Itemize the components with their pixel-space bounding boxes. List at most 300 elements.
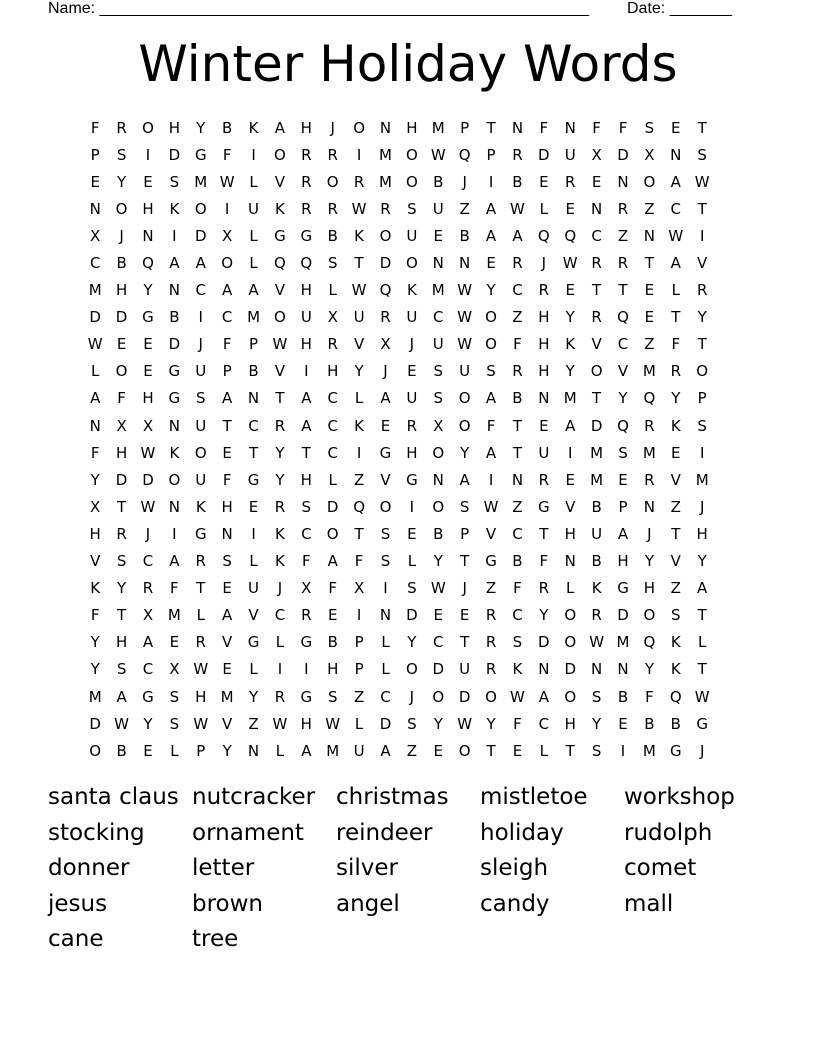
grid-letter: M <box>642 443 656 462</box>
grid-letter: E <box>671 443 681 462</box>
grid-letter: B <box>116 254 127 273</box>
grid-letter: T <box>512 416 523 435</box>
grid-letter: R <box>142 579 154 598</box>
grid-letter: J <box>145 524 151 543</box>
grid-letter: S <box>697 416 707 435</box>
grid-letter: F <box>222 145 232 164</box>
grid-letter: M <box>379 145 392 164</box>
grid-letter: W <box>351 199 367 218</box>
grid-letter: J <box>462 579 467 598</box>
grid-letter: I <box>409 497 415 516</box>
grid-letter: A <box>90 389 101 408</box>
grid-letter: N <box>670 145 682 164</box>
grid-letter: X <box>353 579 365 598</box>
grid-letter: Q <box>300 254 313 273</box>
grid-letter: C <box>512 606 523 625</box>
grid-letter: N <box>89 199 101 218</box>
grid-letter: W <box>325 714 341 733</box>
grid-letter: W <box>694 172 710 191</box>
grid-letter: K <box>169 443 180 462</box>
word-bank-item: brown <box>192 890 264 917</box>
grid-letter: O <box>353 118 365 137</box>
grid-letter: G <box>194 145 207 164</box>
grid-letter: N <box>591 199 603 218</box>
grid-letter: O <box>274 145 286 164</box>
grid-letter: F <box>222 470 232 489</box>
grid-row <box>82 656 742 683</box>
grid-letter: H <box>406 443 418 462</box>
grid-letter: T <box>697 335 707 354</box>
grid-letter: H <box>696 524 708 543</box>
grid-letter: N <box>643 497 656 516</box>
grid-letter: S <box>512 633 523 652</box>
grid-letter: E <box>512 741 523 760</box>
grid-letter: F <box>222 335 232 354</box>
grid-letter: D <box>115 308 128 327</box>
grid-letter: E <box>433 606 444 625</box>
grid-letter: D <box>564 660 576 679</box>
grid-letter: X <box>116 416 127 435</box>
grid-letter: I <box>356 145 362 164</box>
grid-row <box>82 439 742 466</box>
grid-letter: F <box>539 118 549 137</box>
grid-letter: N <box>168 497 180 516</box>
grid-letter: U <box>195 362 207 381</box>
grid-letter: O <box>458 416 471 435</box>
grid-row <box>82 683 742 710</box>
grid-letter: C <box>327 416 338 435</box>
date-field-label: Date: _______ <box>627 0 732 17</box>
grid-letter: H <box>168 118 180 137</box>
grid-letter: S <box>459 497 470 516</box>
grid-letter: T <box>697 606 707 625</box>
grid-letter: B <box>248 362 259 381</box>
grid-letter: A <box>617 524 629 543</box>
grid-letter: Y <box>486 714 496 733</box>
grid-letter: T <box>196 579 206 598</box>
grid-letter: R <box>512 362 523 381</box>
grid-row <box>82 710 742 737</box>
grid-letter: W <box>457 335 473 354</box>
grid-letter: R <box>327 145 338 164</box>
grid-letter: A <box>485 226 497 245</box>
grid-row <box>82 520 742 547</box>
grid-letter: O <box>194 443 207 462</box>
grid-letter: S <box>380 524 391 543</box>
grid-letter: X <box>327 308 338 327</box>
grid-letter: Y <box>407 633 417 652</box>
grid-letter: H <box>327 660 339 679</box>
grid-letter: W <box>510 199 525 218</box>
grid-letter: Q <box>142 254 154 273</box>
grid-row <box>82 249 742 276</box>
grid-letter: O <box>115 199 128 218</box>
grid-letter: L <box>249 552 258 571</box>
grid-letter: I <box>198 308 203 327</box>
grid-letter: T <box>592 281 602 300</box>
grid-letter: L <box>328 281 337 300</box>
grid-letter: E <box>618 470 628 489</box>
grid-letter: V <box>274 362 286 381</box>
word-bank-item: reindeer <box>336 819 433 846</box>
grid-letter: O <box>405 145 418 164</box>
word-bank-item: letter <box>192 855 255 882</box>
grid-letter: G <box>194 524 207 543</box>
grid-letter: R <box>696 281 708 300</box>
grid-letter: T <box>512 443 523 462</box>
grid-letter: S <box>407 714 417 733</box>
grid-letter: R <box>591 308 602 327</box>
grid-letter: P <box>249 335 259 354</box>
grid-letter: D <box>168 335 181 354</box>
grid-row <box>82 331 742 358</box>
grid-letter: D <box>538 633 550 652</box>
grid-letter: T <box>697 660 707 679</box>
grid-letter: C <box>433 633 444 652</box>
grid-letter: N <box>432 254 444 273</box>
grid-letter: N <box>643 226 656 245</box>
grid-letter: Z <box>644 199 655 218</box>
grid-letter: A <box>169 552 180 571</box>
grid-row <box>82 114 742 141</box>
grid-letter: N <box>459 254 471 273</box>
grid-letter: E <box>143 741 153 760</box>
grid-letter: H <box>406 118 418 137</box>
grid-letter: U <box>300 308 312 327</box>
grid-letter: Y <box>565 308 575 327</box>
grid-letter: G <box>669 741 682 760</box>
word-bank-item: holiday <box>480 819 564 846</box>
grid-letter: C <box>142 660 154 679</box>
grid-letter: Q <box>274 254 286 273</box>
grid-letter: V <box>222 714 233 733</box>
grid-letter: N <box>247 389 260 408</box>
grid-letter: M <box>167 606 181 625</box>
grid-letter: G <box>142 687 154 706</box>
grid-letter: T <box>644 254 654 273</box>
grid-letter: Q <box>669 687 682 706</box>
grid-letter: O <box>194 199 207 218</box>
grid-letter: R <box>617 254 629 273</box>
grid-letter: O <box>142 118 154 137</box>
grid-letter: T <box>275 389 285 408</box>
grid-letter: C <box>221 308 233 327</box>
grid-letter: Y <box>618 389 628 408</box>
grid-letter: B <box>670 714 681 733</box>
grid-letter: O <box>89 741 102 760</box>
grid-letter: S <box>327 687 338 706</box>
grid-letter: D <box>89 308 101 327</box>
grid-letter: G <box>274 226 286 245</box>
word-bank-item: jesus <box>48 890 108 917</box>
grid-letter: B <box>327 633 338 652</box>
grid-letter: S <box>222 552 232 571</box>
grid-letter: D <box>432 660 445 679</box>
grid-letter: C <box>617 335 629 354</box>
grid-letter: N <box>511 470 524 489</box>
grid-letter: P <box>460 118 470 137</box>
grid-letter: H <box>142 199 154 218</box>
grid-letter: N <box>564 552 576 571</box>
grid-letter: A <box>512 226 523 245</box>
grid-letter: G <box>247 633 260 652</box>
word-bank-item: mistletoe <box>480 784 588 810</box>
grid-letter: J <box>383 362 388 381</box>
grid-letter: J <box>462 172 467 191</box>
grid-letter: B <box>459 226 470 245</box>
grid-letter: E <box>565 199 575 218</box>
grid-letter: E <box>433 741 444 760</box>
grid-letter: C <box>512 524 523 543</box>
grid-letter: K <box>591 579 602 598</box>
grid-letter: F <box>90 606 100 625</box>
grid-letter: D <box>617 606 629 625</box>
grid-letter: O <box>696 362 709 381</box>
grid-letter: Y <box>143 281 153 300</box>
grid-letter: P <box>697 389 707 408</box>
grid-letter: N <box>564 118 576 137</box>
grid-letter: A <box>116 687 127 706</box>
grid-letter: A <box>485 389 497 408</box>
grid-letter: A <box>195 254 206 273</box>
grid-letter: Z <box>459 199 470 218</box>
grid-letter: N <box>89 416 101 435</box>
grid-letter: Y <box>90 660 100 679</box>
grid-letter: T <box>460 552 470 571</box>
grid-letter: O <box>590 362 603 381</box>
grid-letter: O <box>485 308 497 327</box>
grid-letter: R <box>116 118 127 137</box>
grid-row <box>82 277 742 304</box>
grid-letter: M <box>642 362 656 381</box>
grid-letter: Z <box>670 579 681 598</box>
grid-letter: Y <box>486 281 496 300</box>
grid-letter: M <box>616 633 630 652</box>
grid-letter: I <box>304 660 309 679</box>
grid-letter: F <box>170 579 179 598</box>
grid-letter: K <box>195 497 206 516</box>
grid-letter: U <box>406 389 418 408</box>
word-bank-item: christmas <box>336 784 449 810</box>
grid-letter: R <box>195 552 206 571</box>
grid-letter: E <box>116 335 127 354</box>
grid-row <box>82 737 742 764</box>
grid-letter: E <box>407 524 417 543</box>
grid-letter: X <box>142 606 154 625</box>
grid-letter: S <box>195 389 206 408</box>
word-bank <box>48 780 768 958</box>
grid-letter: C <box>248 416 259 435</box>
grid-letter: I <box>172 226 177 245</box>
grid-letter: D <box>617 145 629 164</box>
grid-letter: M <box>88 687 102 706</box>
worksheet-header <box>48 0 748 20</box>
grid-letter: H <box>643 579 656 598</box>
grid-letter: G <box>168 362 181 381</box>
grid-letter: F <box>328 579 338 598</box>
grid-letter: V <box>617 362 629 381</box>
grid-letter: C <box>433 308 444 327</box>
grid-letter: C <box>670 199 682 218</box>
grid-letter: L <box>196 606 205 625</box>
grid-letter: K <box>275 552 285 571</box>
grid-letter: O <box>485 335 497 354</box>
grid-letter: I <box>304 362 309 381</box>
grid-letter: G <box>538 497 550 516</box>
grid-letter: H <box>564 524 576 543</box>
grid-letter: F <box>90 118 100 137</box>
grid-letter: O <box>221 254 234 273</box>
grid-letter: L <box>170 741 179 760</box>
grid-letter: F <box>671 335 681 354</box>
grid-letter: C <box>512 281 523 300</box>
grid-letter: U <box>248 579 260 598</box>
grid-letter: N <box>379 118 392 137</box>
grid-letter: R <box>591 254 602 273</box>
grid-letter: P <box>486 145 496 164</box>
grid-letter: E <box>565 281 575 300</box>
grid-letter: S <box>433 389 444 408</box>
grid-letter: V <box>670 552 681 571</box>
grid-letter: S <box>169 714 180 733</box>
grid-letter: S <box>433 362 444 381</box>
grid-letter: H <box>300 470 312 489</box>
grid-letter: R <box>274 687 286 706</box>
word-bank-item: sleigh <box>480 855 549 882</box>
word-bank-item: stocking <box>48 819 145 846</box>
grid-letter: I <box>488 172 494 191</box>
grid-letter: L <box>354 714 364 733</box>
grid-letter: D <box>458 687 471 706</box>
grid-letter: M <box>590 443 604 462</box>
grid-letter: L <box>381 633 390 652</box>
grid-letter: A <box>697 579 708 598</box>
grid-letter: J <box>198 335 203 354</box>
grid-letter: F <box>90 443 100 462</box>
grid-letter: L <box>354 389 364 408</box>
grid-letter: G <box>300 687 313 706</box>
grid-letter: V <box>353 335 365 354</box>
grid-letter: H <box>221 497 233 516</box>
grid-letter: J <box>277 579 283 598</box>
grid-letter: I <box>356 606 362 625</box>
grid-letter: O <box>432 497 445 516</box>
grid-letter: K <box>169 199 180 218</box>
grid-letter: S <box>301 497 312 516</box>
grid-letter: P <box>222 362 232 381</box>
grid-letter: C <box>538 714 550 733</box>
grid-letter: M <box>379 172 392 191</box>
grid-letter: X <box>591 145 602 164</box>
grid-letter: Z <box>512 497 523 516</box>
grid-letter: S <box>169 687 180 706</box>
grid-letter: D <box>379 254 392 273</box>
grid-letter: L <box>566 579 575 598</box>
grid-letter: Y <box>275 443 285 462</box>
grid-letter: R <box>406 416 418 435</box>
grid-letter: B <box>512 389 523 408</box>
grid-letter: E <box>459 606 470 625</box>
grid-letter: N <box>591 660 603 679</box>
grid-letter: B <box>169 308 180 327</box>
grid-letter: I <box>172 524 177 543</box>
grid-letter: I <box>699 226 705 245</box>
grid-letter: M <box>695 470 709 489</box>
grid-letter: A <box>485 199 497 218</box>
word-bank-item: donner <box>48 855 130 882</box>
grid-letter: P <box>460 524 470 543</box>
grid-letter: Q <box>458 145 471 164</box>
grid-letter: Y <box>433 714 443 733</box>
grid-letter: N <box>432 470 444 489</box>
grid-letter: L <box>539 199 549 218</box>
grid-letter: Y <box>117 172 127 191</box>
grid-letter: H <box>617 552 629 571</box>
grid-letter: V <box>274 172 286 191</box>
grid-letter: V <box>274 281 286 300</box>
grid-letter: R <box>617 199 629 218</box>
grid-letter: M <box>590 470 604 489</box>
grid-letter: Y <box>433 552 443 571</box>
grid-letter: Y <box>565 362 575 381</box>
grid-letter: M <box>326 741 340 760</box>
grid-row <box>82 466 742 493</box>
word-bank-item: comet <box>624 855 697 882</box>
grid-letter: H <box>300 335 312 354</box>
grid-letter: V <box>222 633 233 652</box>
word-bank-item: ornament <box>192 819 304 846</box>
grid-letter: N <box>538 660 550 679</box>
grid-row <box>82 602 742 629</box>
grid-row <box>82 222 742 249</box>
grid-letter: X <box>433 416 444 435</box>
word-bank-item: angel <box>336 890 400 917</box>
grid-letter: W <box>351 281 367 300</box>
grid-letter: W <box>457 281 473 300</box>
grid-letter: E <box>407 362 417 381</box>
grid-letter: Z <box>353 470 365 489</box>
grid-letter: S <box>644 118 655 137</box>
grid-letter: T <box>117 497 127 516</box>
grid-letter: B <box>222 118 233 137</box>
grid-letter: D <box>194 226 207 245</box>
grid-letter: O <box>326 524 339 543</box>
grid-letter: W <box>272 335 288 354</box>
grid-letter: G <box>168 389 181 408</box>
grid-letter: R <box>380 199 391 218</box>
grid-letter: G <box>617 579 629 598</box>
grid-letter: A <box>301 389 312 408</box>
grid-letter: S <box>116 552 127 571</box>
grid-letter: F <box>513 579 522 598</box>
grid-letter: G <box>696 714 708 733</box>
grid-letter: W <box>430 145 446 164</box>
grid-letter: T <box>671 524 681 543</box>
grid-letter: H <box>89 524 101 543</box>
word-bank-item: rudolph <box>624 819 713 846</box>
grid-letter: K <box>354 416 365 435</box>
grid-letter: X <box>90 497 101 516</box>
grid-letter: U <box>432 335 444 354</box>
grid-letter: E <box>169 633 180 652</box>
grid-letter: N <box>617 660 629 679</box>
grid-letter: N <box>379 606 392 625</box>
grid-letter: Y <box>222 741 232 760</box>
grid-letter: B <box>617 687 629 706</box>
grid-letter: G <box>406 470 418 489</box>
grid-letter: G <box>142 308 154 327</box>
grid-letter: E <box>565 470 575 489</box>
